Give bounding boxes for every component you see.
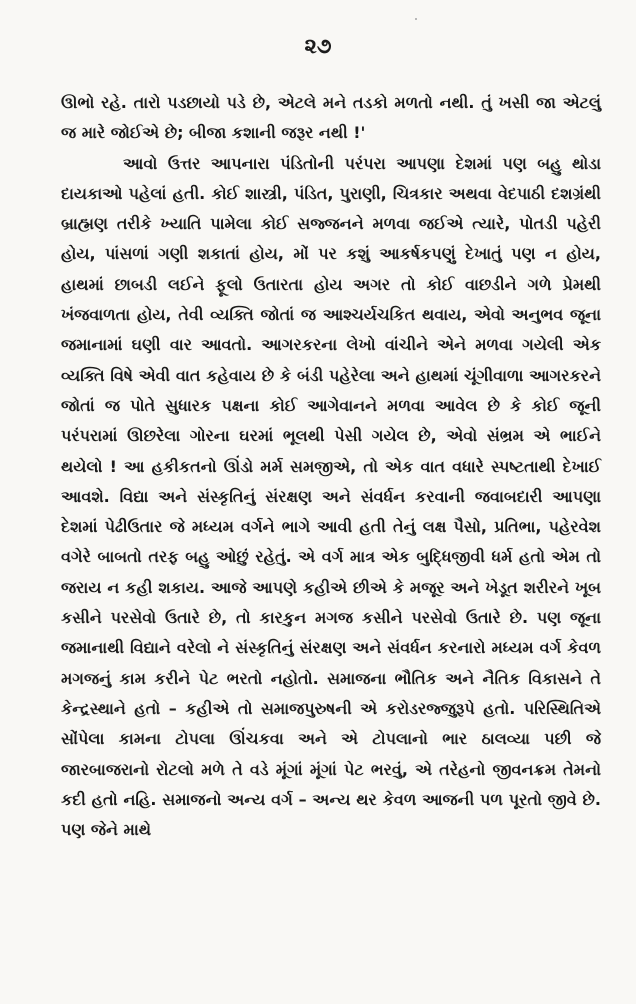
body-text bbox=[61, 88, 601, 845]
paragraph-main: આવો ઉત્તર આપનારા પંડિતોની પરંપરા આપણા દેશમાં પણ બહુ થોડા દાયકાઓ પહેલાં હતી. કોઈ શાસ્ત્રી, પંડિત, પુરાણી, ચિત્રકાર અથવા વેદપાઠી દશગ્રંથી બ્રાહ્મણ તરીકે ખ્યાતિ પામેલા કોઈ સજ્જનને મળવા જઈએ ત્યારે, પોતડી પહેરી હોય, પાંસળાં ગણી શકાતાં હોય, મોં પર કશું આકર્ષકપણું દેખાતું પણ ન હોય, હાથમાં છાબડી લઈને ફૂલો ઉતારતા હોય અગર તો કોઈ વાછડીને ગળે પ્રેમથી ખંજવાળતા હોય, તેવી વ્યક્તિ જોતાં જ આશ્ચર્યચકિત થવાય, એવો અનુભવ જૂના જમાનામાં ઘણી વાર આવતો. આગરકરના લેખો વાંચીને એને મળવા ગયેલી એક વ્યક્તિ વિષે એવી વાત કહેવાય છે કે બંડી પહેરેલા અને હાથમાં ચૂંગીવાળા આગરકરને જોતાં જ પોતે સુધારક પક્ષના કોઈ આગેવાનને મળવા આવેલ છે કે કોઈ જૂની પરંપરામાં ઊછરેલા ગોરના ઘરમાં ભૂલથી પેસી ગયેલ છે, એવો સંભ્રમ એ ભાઈને થયેલો ! આ હકીકતનો ઊંડો મર્મ સમજીએ, તો એક વાત વધારે સ્પષ્ટતાથી દેખાઈ આવશે. વિદ્યા અને સંસ્કૃતિનું સંરક્ષણ અને સંવર્ધન કરવાની જવાબદારી આપણા દેશમાં પેઢીઉતાર જે મધ્યમ વર્ગને ભાગે આવી હતી તેનું લક્ષ પૈસો, પ્રતિભા, પહેરવેશ વગેરે બાબતો તરફ બહુ ઓછું રહેતું. એ વર્ગ માત્ર એક બુદ્ધિજીવી ધર્મ હતો એમ તો જરાય ન કહી શકાય. આજે આપણે કહીએ છીએ કે મજૂર અને ખેડૂત શરીરને ખૂબ કસીને પરસેવો ઉતારે છે, તો કારકુન મગજ કસીને પરસેવો ઉતારે છે. પણ જૂના જમાનાથી વિદ્યાને વરેલો ને સંસ્કૃતિનું સંરક્ષણ અને સંવર્ધન કરનારો મધ્યમ વર્ગ કેવળ મગજનું કામ કરીને પેટ ભરતો નહોતો. સમાજના ભૌતિક અને નૈતિક વિકાસને તે કેન્દ્રસ્થાને હતો – કહીએ તો સમાજપુરુષની એ કરોડરજ્જુરૂપે હતો. પરિસ્થિતિએ સોંપેલા કામના ટોપલા ઊંચકવા અને એ ટોપલાનો ભાર ઠાલવ્યા પછી જે જારબાજરાનો રોટલો મળે તે વડે મૂંગાં મૂંગાં પેટ ભરવું, એ તરેહનો જીવનક્રમ તેમનો કદી હતો નહિ. સમાજનો અન્ય વર્ગ – અન્ય થર કેવળ આજની પળ પૂરતો જીવે છે. પણ જેને માથે bbox=[61, 153, 601, 840]
page-number: ૨૭ bbox=[304, 34, 332, 58]
scan-speck bbox=[415, 18, 417, 20]
paragraph-continuation: ઊભો રહે. તારો પડછાયો પડે છે, એટલે મને તડકો મળતો નથી. તું ખસી જા એટલું જ મારે જોઈએ છે; બીજા કશાની જરૂર નથી !' bbox=[61, 93, 601, 143]
